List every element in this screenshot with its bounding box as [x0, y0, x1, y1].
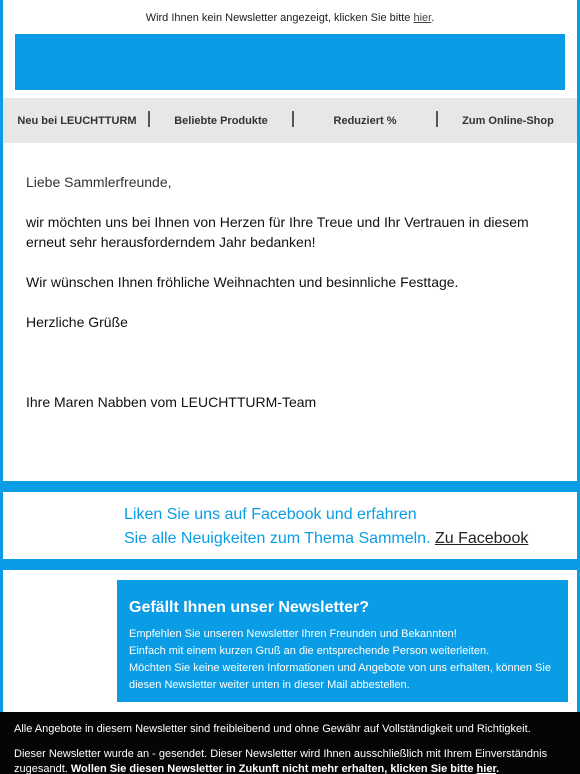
- nav-item-neu[interactable]: Neu bei LEUCHTTURM: [17, 115, 137, 127]
- recommend-box: [117, 580, 568, 702]
- signature: Ihre Maren Nabben vom LEUCHTTURM-Team: [26, 394, 317, 410]
- preheader: [3, 12, 577, 24]
- footer: [0, 712, 580, 774]
- footer-suffix: .: [496, 763, 500, 774]
- preheader-text: Wird Ihnen kein Newsletter angezeigt, klicken Sie bitte: [145, 12, 414, 24]
- recommend-section: [3, 570, 577, 712]
- facebook-link[interactable]: Zu Facebook: [434, 530, 529, 547]
- facebook-text: [124, 503, 544, 551]
- message-paragraph: wir möchten uns bei Ihnen von Herzen für Ihre Treue und Ihr Vertrauen in diesem erneut sehr herausforderndem Jahr bedanken!: [26, 214, 529, 250]
- preheader-suffix: .: [431, 12, 435, 24]
- preheader-link[interactable]: hier: [413, 12, 432, 24]
- facebook-line-text: Sie alle Neuigkeiten zum Thema Sammeln.: [124, 530, 435, 547]
- nav-item-shop[interactable]: Zum Online-Shop: [462, 115, 554, 127]
- nav-separator: [292, 111, 294, 127]
- footer-consent: [14, 747, 566, 774]
- recommend-title: Gefällt Ihnen unser Newsletter?: [129, 599, 370, 616]
- recommend-line: Empfehlen Sie unseren Newsletter Ihren Freunden und Bekannten!: [129, 628, 457, 640]
- recommend-line: Möchten Sie keine weiteren Informationen und Angebote von uns erhalten, können Sie diesen Newsletter weiter unten in dieser Mail abbestellen.: [129, 662, 551, 691]
- recommend-line: Einfach mit einem kurzen Gruß an die entsprechende Person weiterleiten.: [129, 645, 490, 657]
- nav-separator: [148, 111, 150, 127]
- nav-item-reduziert[interactable]: Reduziert %: [333, 115, 397, 127]
- divider-strip: [0, 559, 580, 570]
- closing: Herzliche Grüße: [26, 314, 128, 330]
- nav-bar: [3, 98, 577, 143]
- nav-separator: [436, 111, 438, 127]
- unsubscribe-link[interactable]: hier: [476, 763, 497, 774]
- header-banner: [15, 34, 565, 90]
- greeting: Liebe Sammlerfreunde,: [26, 174, 172, 190]
- message-paragraph: Wir wünschen Ihnen fröhliche Weihnachten und besinnliche Festtage.: [26, 274, 459, 290]
- footer-disclaimer: Alle Angebote in diesem Newsletter sind freibleibend und ohne Gewähr auf Vollständigkeit und Richtigkeit.: [14, 723, 531, 735]
- facebook-line: Liken Sie uns auf Facebook und erfahren: [124, 506, 417, 523]
- facebook-section: [3, 492, 577, 559]
- footer-sent-text: Dieser Newsletter wurde an - gesendet. Dieser Newsletter wird Ihnen ausschließlich mit Ihrem Einverständnis zugesandt.: [14, 748, 548, 774]
- footer-unsubscribe-text: Wollen Sie diesen Newsletter in Zukunft nicht mehr erhalten, klicken Sie bitte: [70, 763, 477, 774]
- nav-item-beliebt[interactable]: Beliebte Produkte: [174, 115, 268, 127]
- facebook-line: [124, 527, 544, 551]
- divider-strip: [0, 481, 580, 492]
